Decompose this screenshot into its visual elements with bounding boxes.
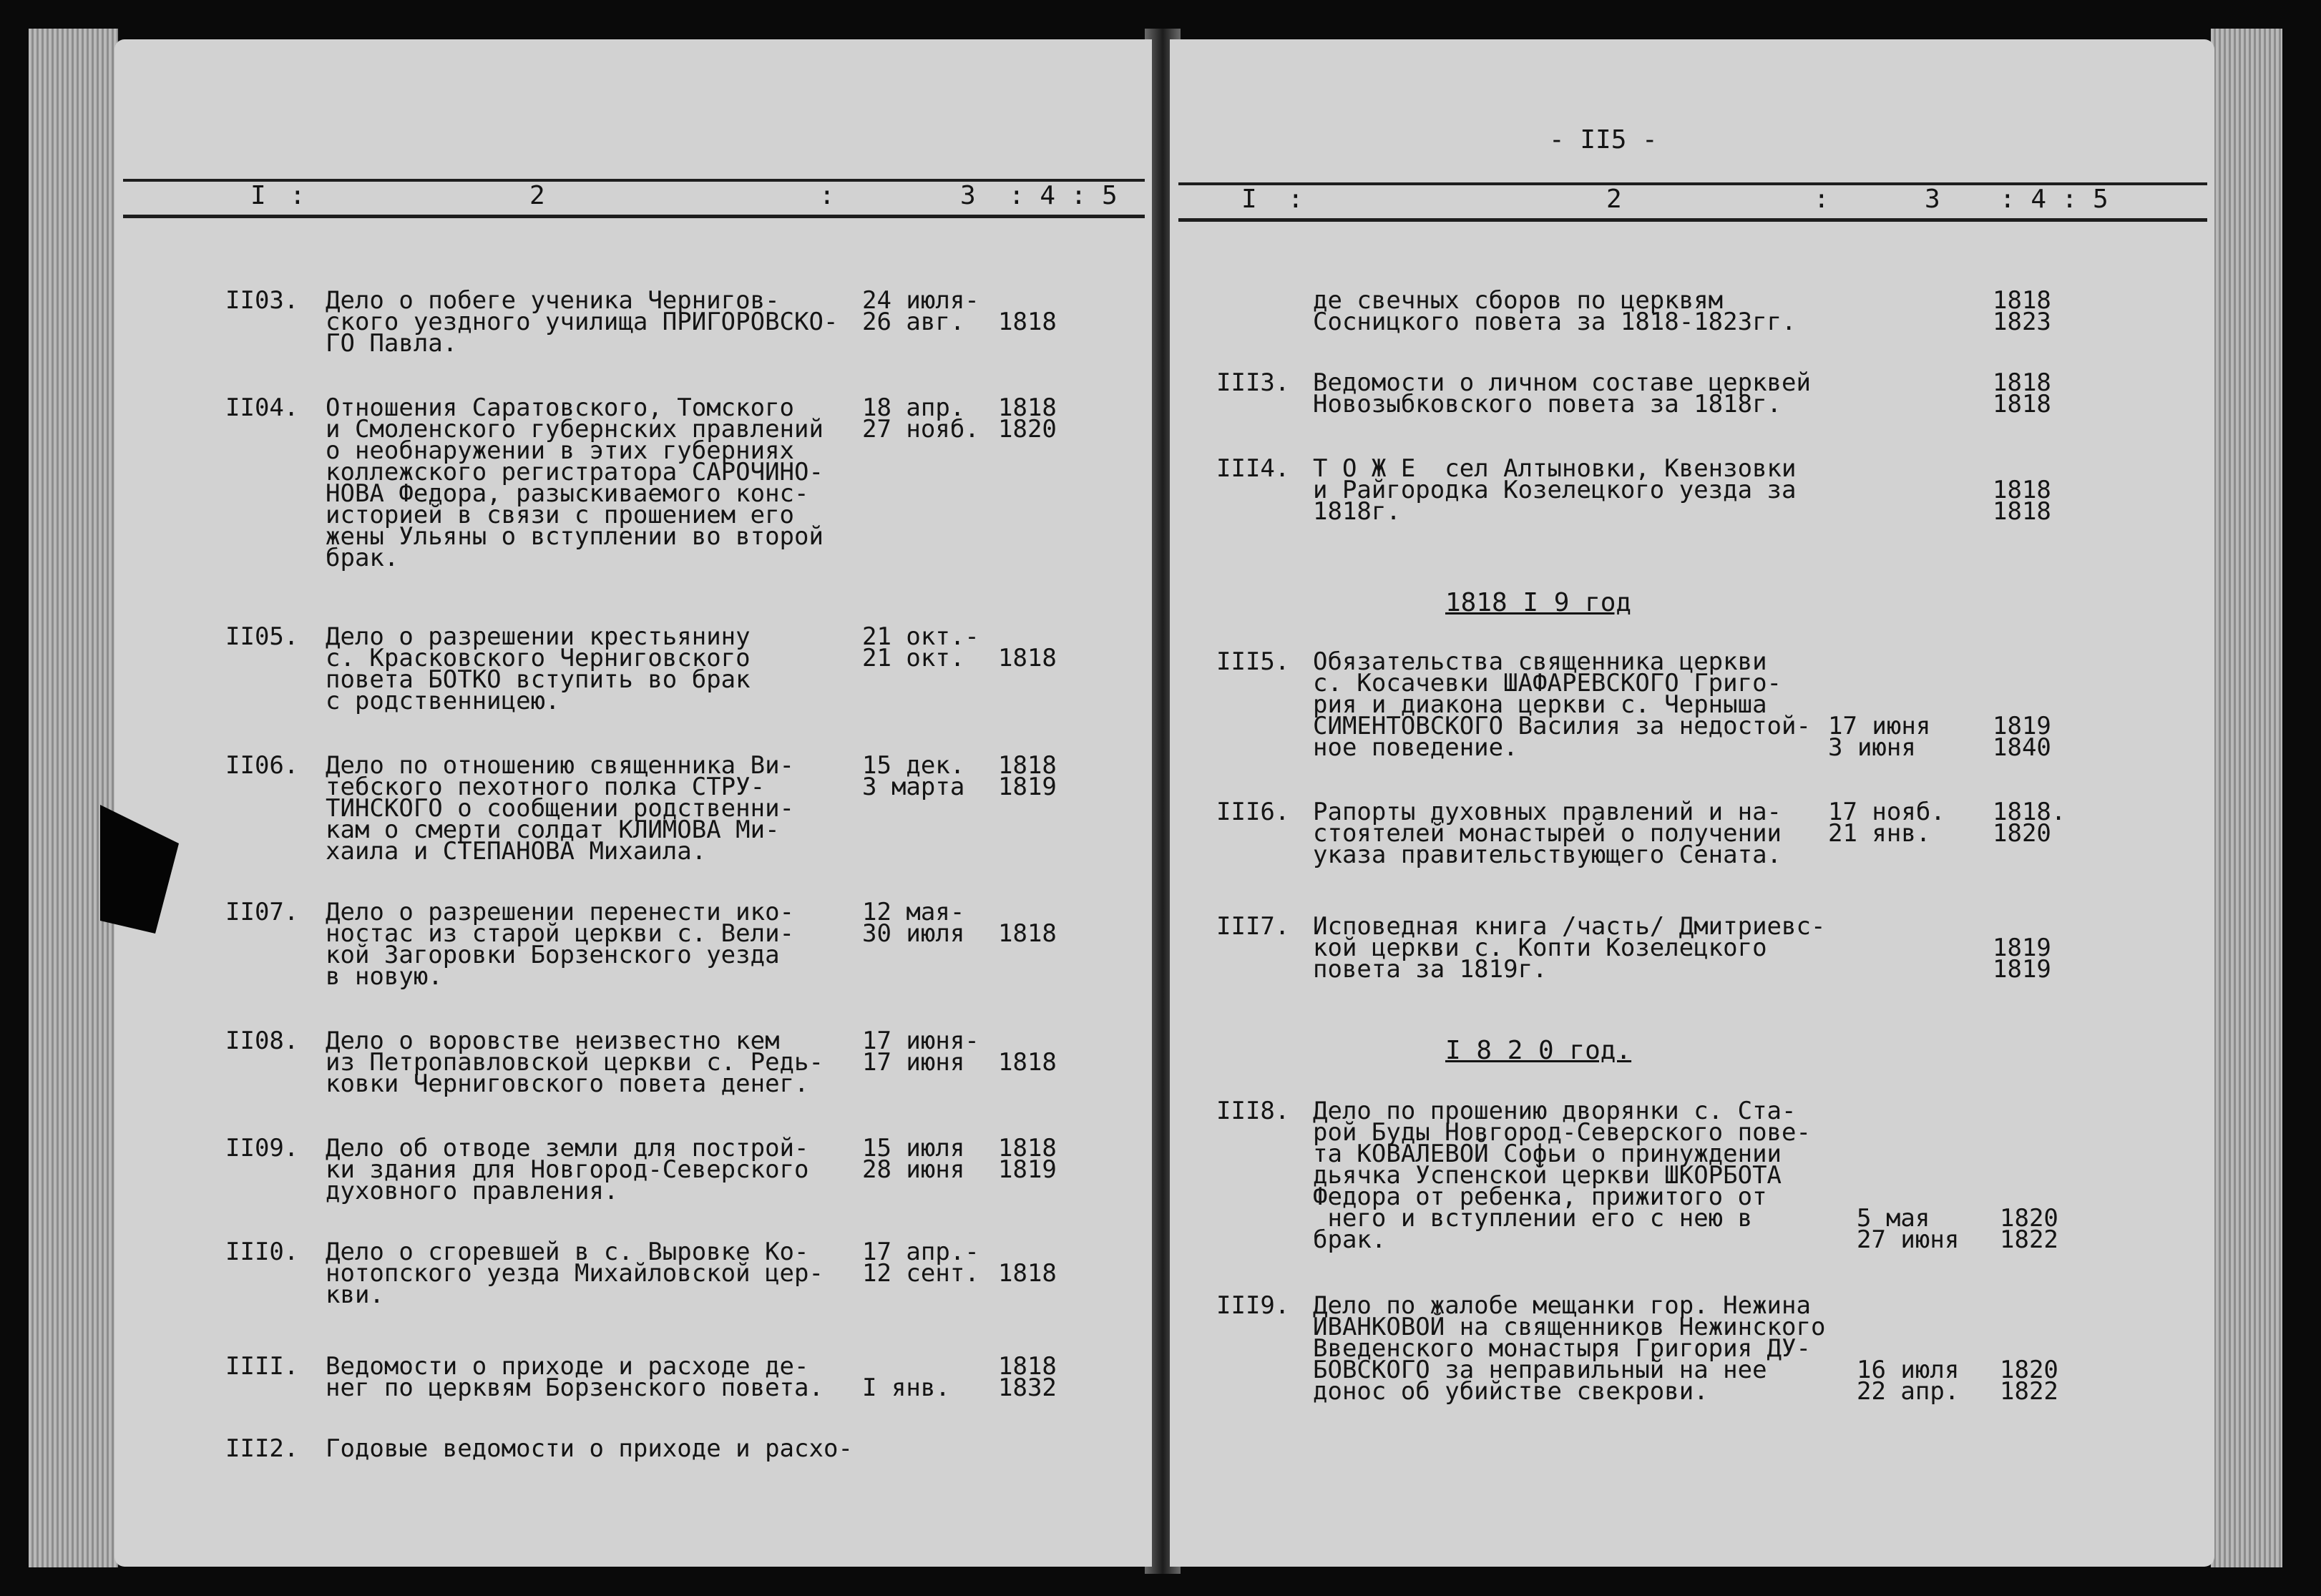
entry-number: III3. <box>1216 368 1290 397</box>
col-header-3: 3 <box>960 181 976 210</box>
entry-description: Дело о воровстве неизвестно кем из Петропавловской церкви с. Редь- ковки Черниговского повета денег. <box>326 1027 824 1098</box>
entry-years: 1818 1818 <box>1993 476 2051 526</box>
entry-years: 1819 1840 <box>1993 712 2051 762</box>
col-header-3: 3 <box>1925 185 1940 214</box>
header-rule-bottom <box>1178 218 2207 222</box>
entry-number: III4. <box>1216 454 1290 483</box>
entry-number: III9. <box>1216 1291 1290 1320</box>
entry-years: 1818 1819 <box>998 1134 1057 1184</box>
entry-dates: 18 апр. 27 нояб. <box>862 393 979 444</box>
entry-description: Т О Ж Е сел Алтыновки, Квензовки и Райгородка Козелецкого уезда за 1818г. <box>1313 454 1797 526</box>
entry-number: II04. <box>225 393 299 422</box>
entry-years: 1819 1819 <box>1993 934 2051 984</box>
col-header-4-5: : 4 : 5 <box>2000 185 2109 214</box>
book-page-edges-right <box>2211 29 2282 1567</box>
entry-number: II07. <box>225 898 299 926</box>
entry-years: 1820 1822 <box>2000 1204 2058 1254</box>
entry-description: Рапорты духовных правлений и на- стоятелей монастырей о получении указа правительствующего Сената. <box>1313 798 1782 869</box>
col-header-1: I <box>1241 185 1257 214</box>
col-header-2: 2 <box>1606 185 1622 214</box>
entry-description: де свечных сборов по церквям Сосницкого повета за 1818-1823гг. <box>1313 286 1797 336</box>
entry-description: Годовые ведомости о приходе и расхо- <box>326 1434 853 1463</box>
book-page-edges-left <box>29 29 118 1567</box>
entry-number: III0. <box>225 1238 299 1266</box>
entry-description: Дело о разрешении крестьянину с. Красковского Черниговского повета БОТКО вступить во брак с родственницею. <box>326 622 751 715</box>
entry-dates: 17 нояб. 21 янв. <box>1828 798 1945 848</box>
entry-description: Обязательства священника церкви с. Косачевки ШАФАРЕВСКОГО Григо- рия и диакона церкви с. Черныша СИМЕНТОВСКОГО Василия за недостой- ное поведение. <box>1313 647 1811 762</box>
col-header-2: 2 <box>529 181 545 210</box>
col-header-1: I <box>250 181 266 210</box>
entry-description: Дело по отношению священника Ви- тебского пехотного полка СТРУ- ТИНСКОГО о сообщении родственни- кам о смерти солдат КЛИМОВА Ми- хаила и СТЕПАНОВА Михаила. <box>326 751 795 866</box>
entry-description: Дело по жалобе мещанки гор. Нежина ИВАНКОВОЙ на священников Нежинского Введенского монастыря Григория ДУ- БОВСКОГО за неправильный на нее донос об убийстве свекрови. <box>1313 1291 1826 1406</box>
entry-dates: 15 июля 28 июня <box>862 1134 965 1184</box>
entry-years: 1818 <box>998 308 1057 336</box>
entry-dates: 17 июня 3 июня <box>1828 712 1931 762</box>
header-rule-bottom <box>123 215 1145 218</box>
entry-description: Отношения Саратовского, Томского и Смоленского губернских правлений о необнаружении в этих губерниях коллежского регистратора САРОЧИНО- НОВА Федора, разыскиваемого конс- историей в связи с прошением его жены Ульяны о вступлении во второй брак. <box>326 393 824 572</box>
entry-years: 1818 <box>998 1259 1057 1288</box>
entry-dates: 17 июня- 17 июня <box>862 1027 979 1077</box>
entry-dates: 17 апр.- 12 сент. <box>862 1238 979 1288</box>
page-number: - II5 - <box>1549 125 1658 155</box>
entry-dates: 21 окт.- 21 окт. <box>862 622 979 672</box>
entry-dates: 15 дек. 3 марта <box>862 751 965 801</box>
entry-years: 1818 <box>998 919 1057 948</box>
entry-number: II06. <box>225 751 299 780</box>
entry-dates: 12 мая- 30 июля <box>862 898 965 948</box>
entry-description: Ведомости о приходе и расходе де- нег по церквям Борзенского повета. <box>326 1352 824 1402</box>
entry-dates: 24 июля- 26 авг. <box>862 286 979 336</box>
entry-description: Дело о побеге ученика Чернигов- ского уездного училища ПРИГОРОВСКО- ГО Павла. <box>326 286 839 358</box>
right-page <box>1170 39 2214 1567</box>
entry-description: Дело об отводе земли для построй- ки здания для Новгород-Северского духовного правления. <box>326 1134 809 1205</box>
header-rule-top <box>123 179 1145 182</box>
year-heading-1819: 1818 I 9 год <box>1445 588 1632 617</box>
entry-years: 1818 1818 <box>1993 368 2051 418</box>
entry-years: 1818. 1820 <box>1993 798 2066 848</box>
entry-years: 1818 1820 <box>998 393 1057 444</box>
entry-description: Дело по прошению дворянки с. Ста- рой Буды Новгород-Северского пове- та КОВАЛЕВОЙ Софьи о принуждении дьячка Успенской церкви ШКОРБОТА Федора от ребенка, прижитого от него и вступлении его с нею в брак. <box>1313 1097 1811 1254</box>
entry-number: III5. <box>1216 647 1290 676</box>
col-header-sep-2: : <box>1814 185 1829 214</box>
entry-years: 1818 <box>998 1048 1057 1077</box>
entry-years: 1820 1822 <box>2000 1356 2058 1406</box>
entry-number: II05. <box>225 622 299 651</box>
col-header-sep-1: : <box>290 181 306 210</box>
col-header-sep-2: : <box>819 181 835 210</box>
entry-dates: 16 июля 22 апр. <box>1857 1356 1960 1406</box>
entry-years: 1818 1832 <box>998 1352 1057 1402</box>
entry-dates: 5 мая 27 июня <box>1857 1204 1960 1254</box>
entry-number: III2. <box>225 1434 299 1463</box>
entry-years: 1818 <box>998 644 1057 672</box>
entry-description: Ведомости о личном составе церквей Новозыбковского повета за 1818г. <box>1313 368 1811 418</box>
year-heading-1820: I 8 2 0 год. <box>1445 1036 1632 1065</box>
left-page <box>114 39 1152 1567</box>
entry-number: IIII. <box>225 1352 299 1381</box>
entry-description: Дело о разрешении перенести ико- ностас из старой церкви с. Вели- кой Загоровки Борзенского уезда в новую. <box>326 898 795 991</box>
col-header-sep-1: : <box>1288 185 1304 214</box>
entry-description: Дело о сгоревшей в с. Выровке Ко- нотопского уезда Михайловской цер- кви. <box>326 1238 824 1309</box>
col-header-4-5: : 4 : 5 <box>1009 181 1118 210</box>
entry-years: 1818 1823 <box>1993 286 2051 336</box>
entry-number: III6. <box>1216 798 1290 826</box>
entry-number: II08. <box>225 1027 299 1055</box>
entry-number: III8. <box>1216 1097 1290 1125</box>
entry-dates: I янв. <box>862 1374 950 1402</box>
entry-number: II03. <box>225 286 299 315</box>
entry-number: II09. <box>225 1134 299 1162</box>
entry-number: III7. <box>1216 912 1290 941</box>
entry-description: Исповедная книга /часть/ Дмитриевс- кой церкви с. Копти Козелецкого повета за 1819г. <box>1313 912 1826 984</box>
entry-years: 1818 1819 <box>998 751 1057 801</box>
